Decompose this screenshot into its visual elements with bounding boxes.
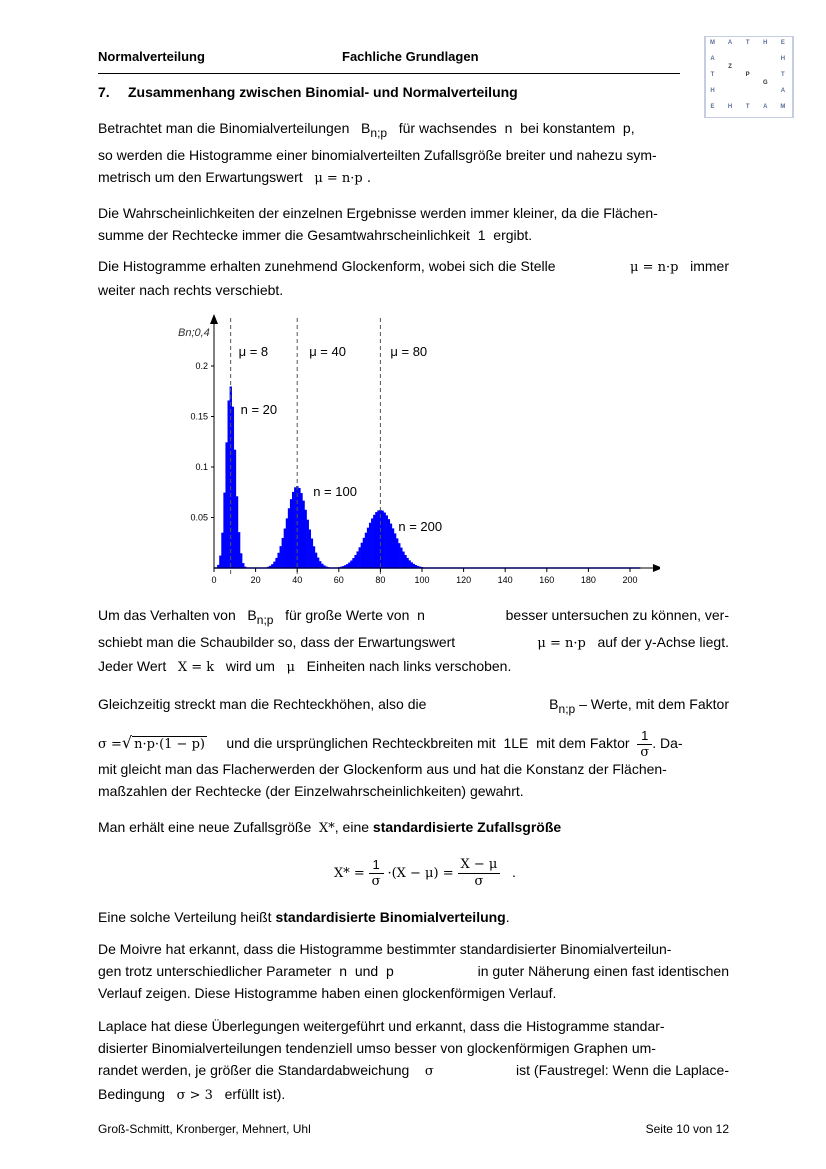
logo-letter: H — [710, 88, 715, 94]
logo-letter: P — [745, 72, 750, 78]
paragraph-6 — [98, 816, 729, 840]
histogram-bar — [236, 496, 238, 568]
p1-text-a: Betrachtet man die Binomialverteilungen — [98, 120, 350, 136]
histogram-bar — [221, 533, 223, 568]
p3-line-1b: immer — [690, 258, 729, 274]
p4-line-2a: schiebt man die Schaubilder so, dass der Erwartungswert — [98, 633, 456, 650]
p6-text-b: , eine — [334, 819, 370, 835]
p4-mu: μ — [286, 659, 295, 675]
section-heading — [98, 84, 518, 100]
p4-line-3c: Einheiten nach links verschoben. — [306, 657, 512, 674]
p2-line-1: Die Wahrscheinlichkeiten der einzelnen Ergebnisse werden immer kleiner, da die Flächen- — [98, 205, 658, 221]
formula-mid: ·(X − μ) = — [387, 866, 454, 881]
p7-bold: standardisierte Binomialverteilung — [275, 909, 506, 925]
p4-mu-equation: μ = n·p — [537, 635, 586, 651]
p9-condition: σ > 3 — [176, 1088, 213, 1103]
p6-bold: standardisierte Zufallsgröße — [372, 819, 562, 835]
binomial-histogram-chart — [170, 312, 660, 587]
histogram-bar — [396, 538, 398, 568]
p8-line-2b: in guter Näherung einen fast identischen — [477, 963, 729, 979]
p2-line-2a: summe der Rechtecke immer die Gesamtwahrscheinlichkeit — [98, 227, 470, 243]
formula-frac-2 — [458, 857, 501, 890]
series-label: n = 100 — [313, 484, 357, 499]
section-number: 7. — [98, 84, 110, 100]
series-label: n = 200 — [398, 519, 443, 534]
histogram-bar — [367, 528, 369, 568]
histogram-bar — [302, 501, 304, 568]
histogram-bar — [307, 520, 309, 568]
p1-line-2: so werden die Histogramme einer binomialverteilten Zufallsgröße breiter und nahezu sym- — [98, 146, 657, 163]
histogram-bar — [363, 538, 365, 568]
histogram-bar — [317, 558, 319, 568]
p2-one: 1 — [477, 227, 486, 243]
binomial-symbol-3 — [549, 696, 576, 716]
histogram-bar — [240, 553, 242, 568]
footer-authors: Groß-Schmitt, Kronberger, Mehnert, Uhl — [98, 1122, 311, 1136]
x-tick-label: 120 — [456, 575, 472, 585]
p7-end: . — [505, 909, 510, 925]
p1-p: p, — [622, 120, 635, 136]
section-title: Zusammenhang zwischen Binomial- und Normalverteilung — [128, 84, 518, 100]
footer-page-number: Seite 10 von 12 — [645, 1122, 729, 1136]
y-axis-label: Bn;0,4 — [178, 327, 210, 339]
frac-bottom: σ — [640, 744, 650, 760]
logo-letter: M — [780, 104, 786, 110]
p5-text-c: und die ursprünglichen Rechteckbreiten mit — [226, 735, 496, 751]
p8-p: p — [385, 963, 394, 979]
histogram-bar — [280, 546, 282, 568]
paragraph-1 — [98, 117, 729, 190]
histogram-bar — [352, 558, 354, 568]
histogram-bar — [408, 560, 410, 568]
histogram-bar — [273, 562, 275, 568]
p9-line-3b: ist (Faustregel: Wenn die Laplace- — [516, 1062, 729, 1078]
histogram-bar — [238, 532, 240, 568]
paragraph-9 — [98, 1015, 729, 1107]
p4-text-c: besser untersuchen zu können, ver- — [505, 607, 729, 623]
histogram-bar — [300, 493, 302, 568]
p1-n: n — [504, 120, 513, 136]
p1-mu-equation: μ = n·p . — [314, 170, 372, 186]
histogram-bar — [296, 486, 298, 568]
mu-label: μ = 8 — [238, 344, 269, 359]
one-over-sigma — [637, 728, 652, 761]
formula-lhs: X* = — [334, 866, 365, 881]
b-subscript-2: n;p — [256, 612, 274, 627]
histogram-bar — [406, 558, 408, 568]
histogram-bar — [398, 543, 400, 568]
formula-frac2-bottom: σ — [474, 873, 484, 889]
logo-letter: T — [781, 72, 785, 78]
p4-line-3b: wird um — [225, 657, 275, 674]
histogram-bar — [411, 562, 413, 568]
p9-line-4a: Bedingung — [98, 1086, 165, 1102]
histogram-bar — [277, 553, 279, 568]
x-tick-label: 180 — [580, 575, 596, 585]
header-rule — [98, 73, 680, 74]
logo-letter: E — [710, 104, 715, 110]
sigma-lhs: σ = — [98, 737, 122, 752]
paragraph-3 — [98, 255, 729, 301]
mu-label: μ = 40 — [309, 344, 346, 359]
formula-end: . — [512, 864, 516, 880]
y-tick-label: 0.1 — [195, 462, 208, 472]
y-tick-label: 0.15 — [190, 411, 208, 422]
p8-line-1: De Moivre hat erkannt, dass die Histogramme bestimmter standardisierter Binomialverteilun- — [98, 941, 672, 957]
logo-letter: T — [710, 72, 715, 78]
formula-frac1-top: 1 — [369, 857, 384, 874]
p4-x-equals-k: X = k — [177, 659, 215, 675]
histogram-bar — [223, 493, 225, 568]
p7-text-a: Eine solche Verteilung heißt — [98, 909, 272, 925]
p9-line-4b: erfüllt ist). — [224, 1086, 286, 1102]
p5-text-b: – Werte, mit dem Faktor — [579, 696, 729, 712]
p9-line-2: disierter Binomialverteilungen tendenziell umso besser von glockenförmigen Graphen um- — [98, 1040, 656, 1056]
p8-und: und — [354, 963, 379, 979]
logo-letter: E — [780, 40, 785, 46]
histogram-bar — [350, 561, 352, 568]
p9-line-3a: randet werden, je größer die Standardabweichung — [98, 1062, 410, 1078]
histogram-bar — [225, 442, 227, 568]
histogram-bar — [298, 488, 300, 568]
paragraph-7 — [98, 906, 729, 928]
formula-frac1-bottom: σ — [371, 873, 381, 889]
b-subscript: n;p — [370, 125, 388, 140]
logo-letter: A — [710, 56, 715, 62]
p6-text-a: Man erhält eine neue Zufallsgröße — [98, 819, 312, 835]
histogram-bar — [311, 539, 313, 568]
histogram-bar — [400, 548, 402, 568]
formula-frac2-top: X − μ — [458, 857, 501, 874]
histogram-bar — [313, 546, 315, 568]
header-subtitle: Fachliche Grundlagen — [342, 49, 479, 64]
histogram-bar — [402, 552, 404, 568]
histogram-bar — [228, 400, 230, 568]
histogram-bar — [381, 511, 383, 568]
p4-text-b: für große Werte von — [285, 607, 410, 623]
series-label: n = 20 — [240, 402, 278, 417]
histogram-bar — [234, 450, 236, 568]
x-tick-label: 200 — [622, 575, 638, 585]
x-tick-label: 140 — [497, 575, 513, 585]
p1-line-3: metrisch um den Erwartungswert — [98, 168, 303, 185]
histogram-bar — [361, 543, 363, 568]
header-title: Normalverteilung — [98, 49, 205, 64]
histogram-bar — [309, 530, 311, 568]
mu-label: μ = 80 — [390, 344, 428, 359]
histogram-bar — [392, 528, 394, 568]
paragraph-2 — [98, 202, 729, 246]
histogram-bar — [219, 556, 221, 568]
frac-top: 1 — [637, 728, 652, 745]
x-tick-label: 80 — [375, 575, 386, 585]
histogram-bar — [388, 519, 390, 568]
x-tick-label: 100 — [414, 575, 430, 585]
logo-letter: H — [727, 104, 733, 110]
y-tick-label: 0.05 — [190, 512, 208, 523]
histogram-bar — [292, 492, 294, 568]
logo-letter: Z — [728, 64, 732, 70]
histogram-bar — [304, 510, 306, 568]
logo-letter: A — [780, 88, 786, 94]
y-axis-arrow — [210, 314, 218, 324]
p3-line-1a: Die Histogramme erhalten zunehmend Glockenform, wobei sich die Stelle — [98, 258, 556, 274]
histogram-bar — [294, 487, 296, 568]
p9-sigma: σ — [424, 1064, 434, 1079]
p1-text-c: bei konstantem — [520, 120, 616, 136]
p5-1le: 1LE — [503, 735, 529, 751]
p5-line-3: mit gleicht man das Flacherwerden der Glockenform aus und hat die Konstanz der Flächen- — [98, 760, 667, 777]
histogram-bar — [286, 518, 288, 568]
logo-letter: G — [762, 80, 768, 86]
x-tick-label: 60 — [333, 575, 344, 585]
mathezept-logo — [704, 36, 792, 116]
logo-letter: H — [780, 56, 786, 62]
p5-text-e: . Da- — [652, 735, 683, 751]
histogram-bar — [232, 407, 234, 568]
histogram-bar — [377, 510, 379, 568]
histogram-bar — [288, 508, 290, 568]
binomial-symbol-2 — [247, 607, 274, 627]
p5-text-d: mit dem Faktor — [536, 735, 630, 751]
formula-frac-1 — [369, 857, 384, 890]
histogram-bar — [365, 533, 367, 568]
histogram-bar — [390, 524, 392, 568]
histogram-bar — [275, 558, 277, 568]
p1-text-b: für wachsendes — [398, 120, 497, 136]
p4-n: n — [417, 607, 425, 623]
histogram-bar — [369, 523, 371, 568]
histogram-bar — [315, 553, 317, 568]
histogram-bar — [290, 499, 292, 568]
p3-mu-equation: μ = n·p — [630, 260, 679, 275]
histogram-bar — [404, 555, 406, 568]
x-tick-label: 0 — [211, 575, 217, 585]
histogram-bar — [359, 547, 361, 568]
p3-line-2: weiter nach rechts verschiebt. — [98, 282, 284, 298]
logo-letter: T — [745, 104, 750, 110]
chart-labels — [178, 327, 442, 534]
histogram-bar — [371, 518, 373, 568]
p5-text-a: Gleichzeitig streckt man die Rechteckhöhen, also die — [98, 696, 427, 712]
histogram-bar — [230, 386, 232, 568]
p8-line-3: Verlauf zeigen. Diese Histogramme haben einen glockenförmigen Verlauf. — [98, 985, 557, 1001]
logo-letter: H — [763, 40, 768, 46]
b-subscript-3: n;p — [558, 701, 576, 716]
y-tick-label: 0.2 — [195, 361, 208, 371]
logo-letter: A — [763, 104, 768, 110]
p4-line-2b: auf der y-Achse liegt. — [597, 633, 729, 650]
histogram-bar — [375, 512, 377, 568]
histogram-bar — [394, 533, 396, 568]
x-tick-label: 160 — [539, 575, 555, 585]
histogram-bar — [354, 555, 356, 568]
p4-line-3a: Jeder Wert — [98, 657, 167, 674]
histogram-bar — [384, 513, 386, 568]
p5-line-4: maßzahlen der Rechtecke (der Einzelwahrscheinlichkeiten) gewahrt. — [98, 782, 524, 799]
p2-line-2b: ergibt. — [493, 227, 533, 243]
histogram-bar — [373, 515, 375, 568]
b-letter-2: B — [247, 607, 257, 623]
p8-n: n — [339, 963, 348, 979]
histogram-bar — [284, 529, 286, 568]
p9-line-1: Laplace hat diese Überlegungen weitergeführt und erkannt, dass die Histogramme standar- — [98, 1018, 665, 1034]
logo-letter: T — [745, 40, 750, 46]
histogram-bar — [356, 551, 358, 568]
sqrt-sign: √ — [121, 733, 133, 752]
histogram-bar — [282, 538, 284, 568]
b-letter: B — [361, 120, 371, 136]
standardization-formula — [334, 852, 516, 892]
paragraph-8 — [98, 938, 729, 1004]
histogram-bar — [386, 515, 388, 568]
x-tick-label: 40 — [292, 575, 303, 585]
x-axis-arrow — [653, 564, 660, 572]
histogram-bars — [214, 386, 640, 568]
b-letter-3: B — [549, 696, 559, 712]
logo-letter: A — [727, 40, 733, 46]
p4-text-a: Um das Verhalten von — [98, 607, 236, 623]
p6-xstar: X* — [319, 821, 335, 836]
histogram-bar — [348, 563, 350, 568]
x-tick-label: 20 — [250, 575, 261, 585]
logo-letter: M — [710, 40, 715, 46]
sigma-radicand: n·p·(1 − p) — [134, 737, 205, 752]
binomial-symbol — [361, 120, 388, 140]
histogram-bar — [319, 561, 321, 568]
p8-line-2a: gen trotz unterschiedlicher Parameter — [98, 963, 332, 979]
paragraph-4 — [98, 604, 729, 679]
paragraph-5 — [98, 693, 729, 802]
